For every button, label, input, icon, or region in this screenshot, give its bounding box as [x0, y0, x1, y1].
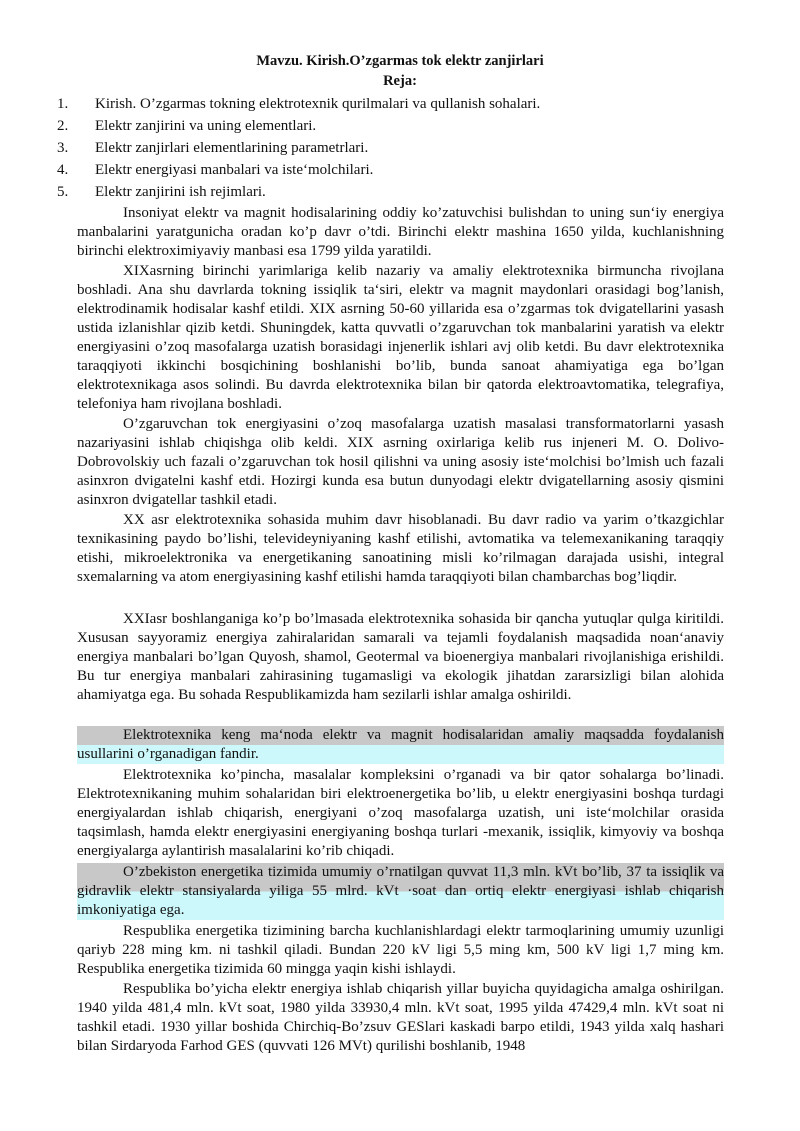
plan-item-number: 3.: [57, 140, 69, 156]
plan-item-text: Elektr energiyasi manbalari va iste‘molchilari.: [95, 162, 374, 178]
capacity-text: O’zbekiston energetika tizimida umumiy o’rnatilgan quvvat 11,3 mln. kVt bo’lib, 37 ta issiqlik va gidravlik elektr stansiyalarda yiliga 55 mlrd. kVt ·soat dan ortiq elektr energiyasi ishlab chiqarish imkoniyatiga ega.: [77, 864, 724, 918]
plan-item-text: Elektr zanjirlari elementlarining parametrlari.: [95, 140, 369, 156]
plan-item-number: 4.: [57, 162, 69, 178]
plan-item-number: 1.: [57, 96, 69, 112]
plan-list: [0, 93, 800, 203]
document-title: Mavzu. Kirish.O’zgarmas tok elektr zanjirlari: [256, 53, 544, 69]
plan-item: [0, 159, 800, 181]
paragraph-ac-transmission: O’zgaruvchan tok energiyasini o’zoq masofalarga uzatish masalasi transformatorlarni yasash nazariyasini ishlab chiqishga olib keldi. XIX asrning oxirlariga kelib rus injeneri M. O. Dolivo-Dobrovolskiy uch fazali o’zgaruvchan tok hosil qilishni va uning asosiy iste‘molchisi bo’lmish uch fazali asinxron dvigatelni kashf etdi. Hozirgi kunda esa butun dunyodagi elektr dvigatellarning asosiy qismini asinxron dvigatellar tashkil etadi.: [77, 416, 724, 508]
plan-item: [0, 137, 800, 159]
plan-item: [0, 181, 800, 203]
plan-item: [0, 115, 800, 137]
paragraph-20th-century: XX asr elektrotexnika sohasida muhim davr hisoblanadi. Bu davr radio va yarim o’tkazgichlar texnikasining paydo bo’lishi, televideyniyaning kashf etilishi, avtomatika va telemexanikaning taraqqiy etishi, mikroelektronika va energetikaning sanoatining misli ko’rilmagan darajada usishi, integral sxemalarning va atom energiyasining kashf etilishi hamda taraqqiyoti bilan chambarchas bog’liqdir.: [77, 512, 724, 585]
paragraph-network-length: Respublika energetika tizimining barcha kuchlanishlardagi elektr tarmoqlarining umumiy uzunligi qariyb 228 ming km. ni tashkil qiladi. Bundan 220 kV ligi 5,5 ming km, 500 kV ligi 1,7 ming km. Respublika energetika tizimida 60 mingga yaqin kishi ishlaydi.: [77, 923, 724, 977]
plan-item-text: Elektr zanjirini va uning elementlari.: [95, 118, 317, 134]
plan-item: [0, 93, 800, 115]
paragraph-production-history: Respublika bo’yicha elektr energiya ishlab chiqarish yillar buyicha quyidagicha amalga oshirilgan. 1940 yilda 481,4 mln. kVt soat, 1980 yilda 33930,4 mln. kVt soat, 1995 yilda 47429,4 mln. kVt soat ni tashkil etadi. 1930 yillar boshida Chirchiq-Bo’zsuv GESlari kaskadi barpo etildi, 1943 yilda xalq hashari bilan Sirdaryoda Farhod GES (quvvati 126 MVt) qurilishi boshlanib, 1948: [77, 981, 724, 1054]
plan-item-number: 2.: [57, 118, 69, 134]
paragraph-19th-century: XIXasrning birinchi yarimlariga kelib nazariy va amaliy elektrotexnika birmuncha rivojlana boshladi. Ana shu davrlarda tokning issiqlik ta‘siri, elektr va magnit maydonlari orasidagi bog’lanish, elektrodinamik hodisalar kashf etildi. XIX asrning 50-60 yillarida esa o’zgarmas tok dvigatellarini yasash ustida izlanishlar qizib ketdi. Shuningdek, katta quvvatli o’zgaruvchan tok manbalarini yaratish va elektr energiyasini o’zoq masofalarga uzatish borasidagi injenerlik ishlari avj olib ketdi. Bu davr elektrotexnika taraqqiyoti ikkinchi bosqichining boshlanishi bo’lib, bunda sanoat ahamiyatiga ega bo’lgan elektrotexnikaga asos solindi. Bu davrda elektrotexnika bilan bir qatorda elektroavtomatika, telegrafiya, telefoniya ham rivojlana boshladi.: [77, 263, 724, 412]
plan-item-text: Elektr zanjirini ish rejimlari.: [95, 184, 266, 200]
definition-text: Elektrotexnika keng ma‘noda elektr va magnit hodisalaridan amaliy maqsadda foydalanish usullarini o’rganadigan fandir.: [77, 727, 724, 762]
highlighted-definition: [77, 726, 724, 764]
paragraph-intro: Insoniyat elektr va magnit hodisalarining oddiy ko’zatuvchisi bulishdan to uning sun‘iy energiya manbalarini yaratgunicha oradan ko’p davr o’tdi. Birinchi elektr mashina 1650 yilda, kuchlanishning birinchi elektroximiyaviy manbasi esa 1799 yilda yaratildi.: [77, 205, 724, 259]
paragraph-electroenergetics: Elektrotexnika ko’pincha, masalalar kompleksini o’rganadi va bir qator sohalarga bo’linadi. Elektrotexnikaning muhim sohalaridan biri elektroenergetika bo’lib, u elektr energiyasini boshqa turdagi energiyalardan ishlab chiqarish, energiyani o’zoq masofalarga uzatish, uni iste‘molchilar orasida taqsimlash, hamda elektr energiyasini energiyaning boshqa turlari -mexanik, issiqlik, kimyoviy va boshqa energiyalarga aylantirish masalalarini ko’rib chiqadi.: [77, 767, 724, 859]
plan-item-number: 5.: [57, 184, 69, 200]
plan-item-text: Kirish. O’zgarmas tokning elektrotexnik qurilmalari va qullanish sohalari.: [95, 96, 541, 112]
highlighted-uzbekistan-capacity: [77, 863, 724, 920]
paragraph-21st-century: XXIasr boshlanganiga ko’p bo’lmasada elektrotexnika sohasida bir qancha yutuqlar qulga kiritildi. Xususan sayyoramiz energiya zahiralaridan samarali va tejamli foydalanish maqsadida noan‘anaviy energiya manbalari bo’lgan Quyosh, shamol, Geotermal va bioenergiya manbalari rivojlanishiga erishildi. Bu tur energiya manbalari zahirasining tugamasligi va ekologik jihatdan zararsizligi bilan alohida ahamiyatga ega. Bu sohada Respublikamizda ham sezilarli ishlar amalga oshirildi.: [77, 611, 724, 703]
plan-heading: Reja:: [383, 73, 417, 89]
